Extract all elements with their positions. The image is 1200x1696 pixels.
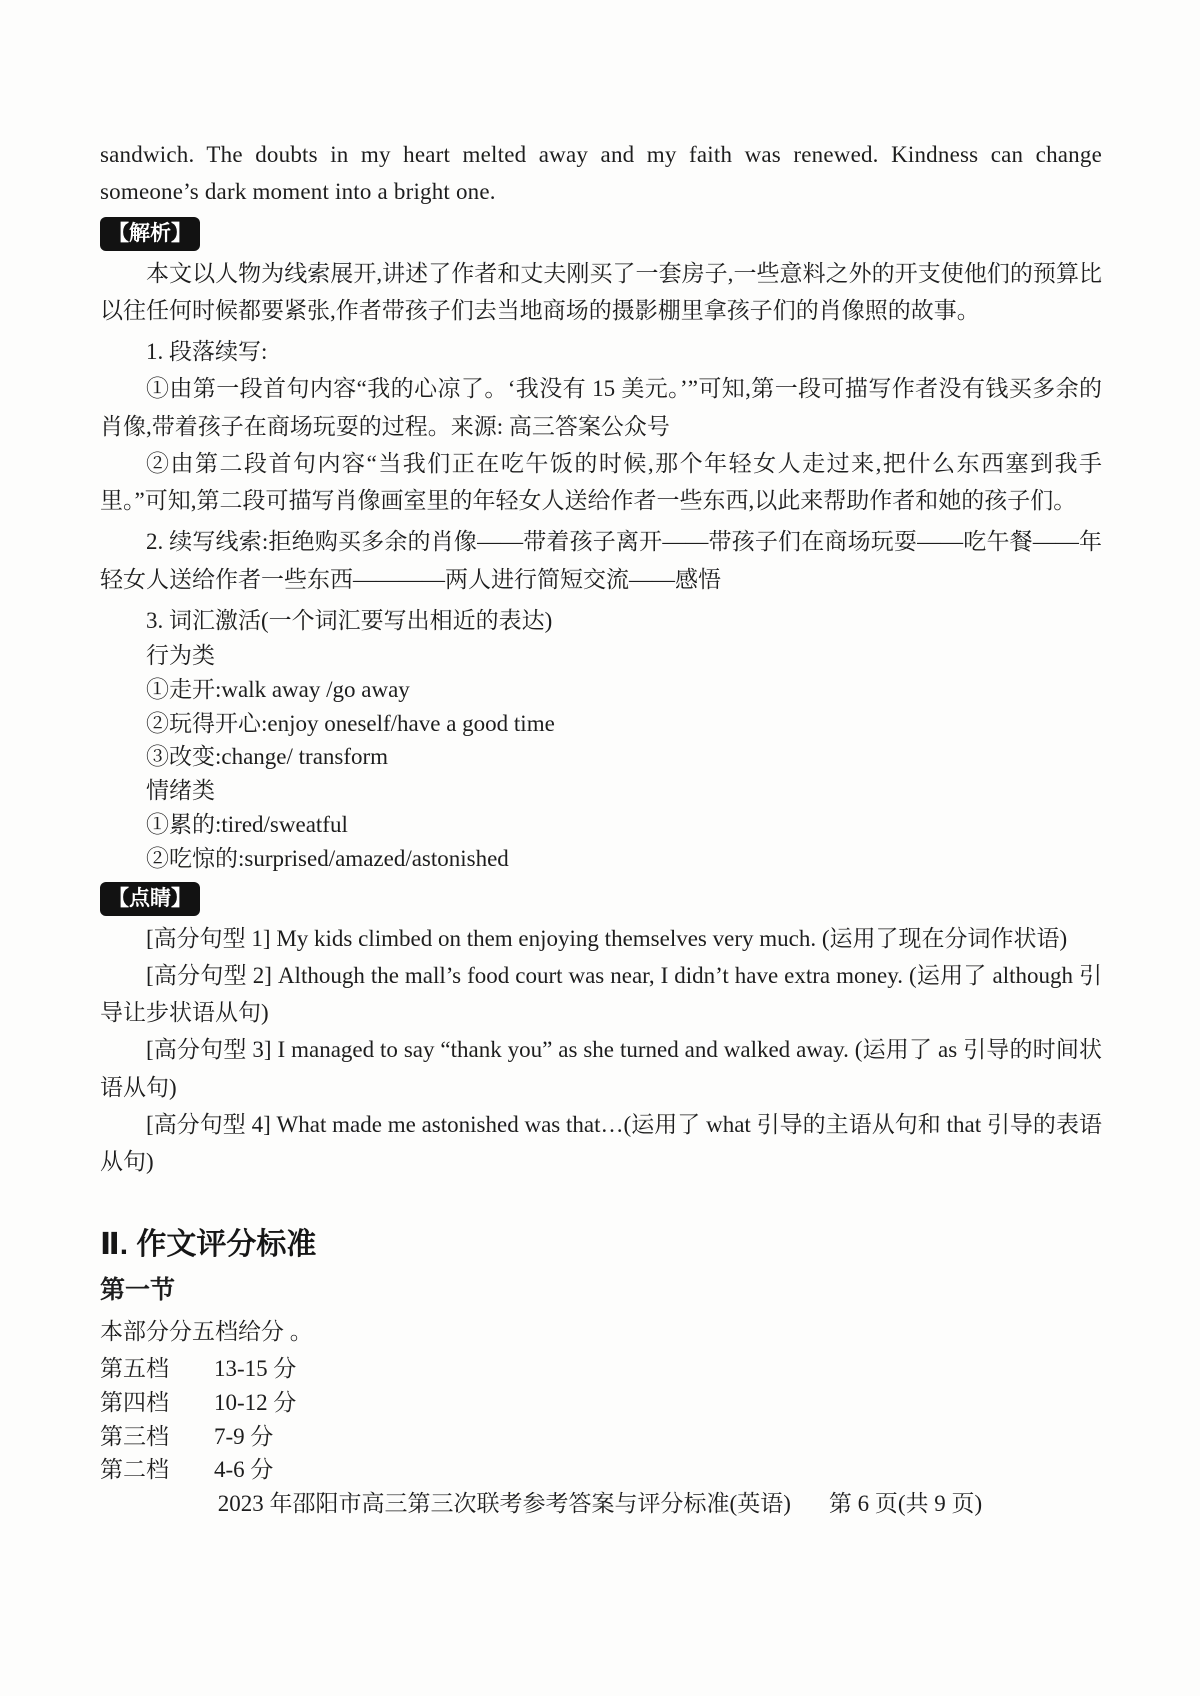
analysis-intro-paragraph: 本文以人物为线索展开,讲述了作者和丈夫刚买了一套房子,一些意料之外的开支使他们的预算比以往任何时候都要紧张,作者带孩子们去当地商场的摄影棚里拿孩子们的肖像照的故事。 — [100, 260, 1102, 323]
grade-label: 第二档 — [100, 1457, 169, 1483]
grade-label: 第四档 — [100, 1389, 169, 1415]
grade-table — [100, 1352, 1102, 1487]
tips-badge-row — [100, 882, 1102, 916]
vocab-behavior-item: ②玩得开心:enjoy oneself/have a good time — [146, 710, 555, 736]
grade-label: 第五档 — [100, 1355, 169, 1381]
sentence-pattern: [高分句型 3] I managed to say “thank you” as she turned and walked away. (运用了 as 引导的时间状语从句) — [100, 1037, 1102, 1100]
item2-clues: 2. 续写线索:拒绝购买多余的肖像——带着孩子离开——带孩子们在商场玩耍——吃午餐——年轻女人送给作者一些东西————两人进行简短交流——感悟 — [100, 529, 1102, 592]
section2-title: Ⅱ. 作文评分标准 — [100, 1228, 317, 1262]
item1-point1: ①由第一段首句内容“我的心凉了。‘我没有 15 美元。’”可知,第一段可描写作者没有钱买多余的肖像,带着孩子在商场玩耍的过程。来源: 高三答案公众号 — [100, 376, 1102, 439]
analysis-badge: 【解析】 — [100, 217, 200, 251]
footer-page-number: 第 6 页(共 9 页) — [828, 1491, 983, 1516]
grade-range: 4-6 分 — [214, 1457, 274, 1483]
tips-badge: 【点睛】 — [100, 882, 200, 916]
grade-row — [100, 1352, 1102, 1386]
analysis-badge-row — [100, 217, 1102, 251]
sentence-pattern: [高分句型 1] My kids climbed on them enjoying themselves very much. (运用了现在分词作状语) — [146, 925, 1068, 951]
vocab-emotion-item: ①累的:tired/sweatful — [146, 811, 348, 837]
vocab-emotion-label: 情绪类 — [146, 778, 215, 804]
grade-range: 7-9 分 — [214, 1423, 274, 1449]
footer-document-title: 2023 年邵阳市高三第三次联考参考答案与评分标准(英语) — [217, 1491, 791, 1516]
section2-subtitle: 第一节 — [100, 1275, 176, 1304]
grade-label: 第三档 — [100, 1423, 169, 1449]
grade-range: 10-12 分 — [214, 1389, 297, 1415]
grade-row — [100, 1453, 1102, 1487]
page-footer — [0, 1485, 1200, 1518]
item3-title: 3. 词汇激活(一个词汇要写出相近的表达) — [146, 607, 553, 633]
item1-title: 1. 段落续写: — [146, 339, 268, 364]
sentence-pattern: [高分句型 4] What made me astonished was that…(运用了 what 引导的主语从句和 that 引导的表语从句) — [100, 1111, 1102, 1175]
grade-row — [100, 1386, 1102, 1420]
item1-point2: ②由第二段首句内容“当我们正在吃午饭的时候,那个年轻女人走过来,把什么东西塞到我手里。”可知,第二段可描写肖像画室里的年轻女人送给作者一些东西,以此来帮助作者和她的孩子们。 — [100, 450, 1102, 513]
grade-range: 13-15 分 — [214, 1355, 297, 1381]
grade-row — [100, 1420, 1102, 1454]
sentence-pattern: [高分句型 2] Although the mall’s food court was near, I didn’t have extra money. (运用了 although 引导让步状语从句) — [100, 962, 1102, 1026]
vocab-behavior-item: ①走开:walk away /go away — [146, 676, 410, 702]
vocab-behavior-item: ③改变:change/ transform — [146, 744, 389, 770]
grading-intro: 本部分分五档给分 。 — [100, 1319, 313, 1345]
vocab-behavior-label: 行为类 — [146, 643, 215, 668]
vocab-emotion-item: ②吃惊的:surprised/amazed/astonished — [146, 845, 509, 871]
english-continuation-text: sandwich. The doubts in my heart melted away and my faith was renewed. Kindness can change someone’s dark moment into a bright one. — [100, 142, 1102, 205]
